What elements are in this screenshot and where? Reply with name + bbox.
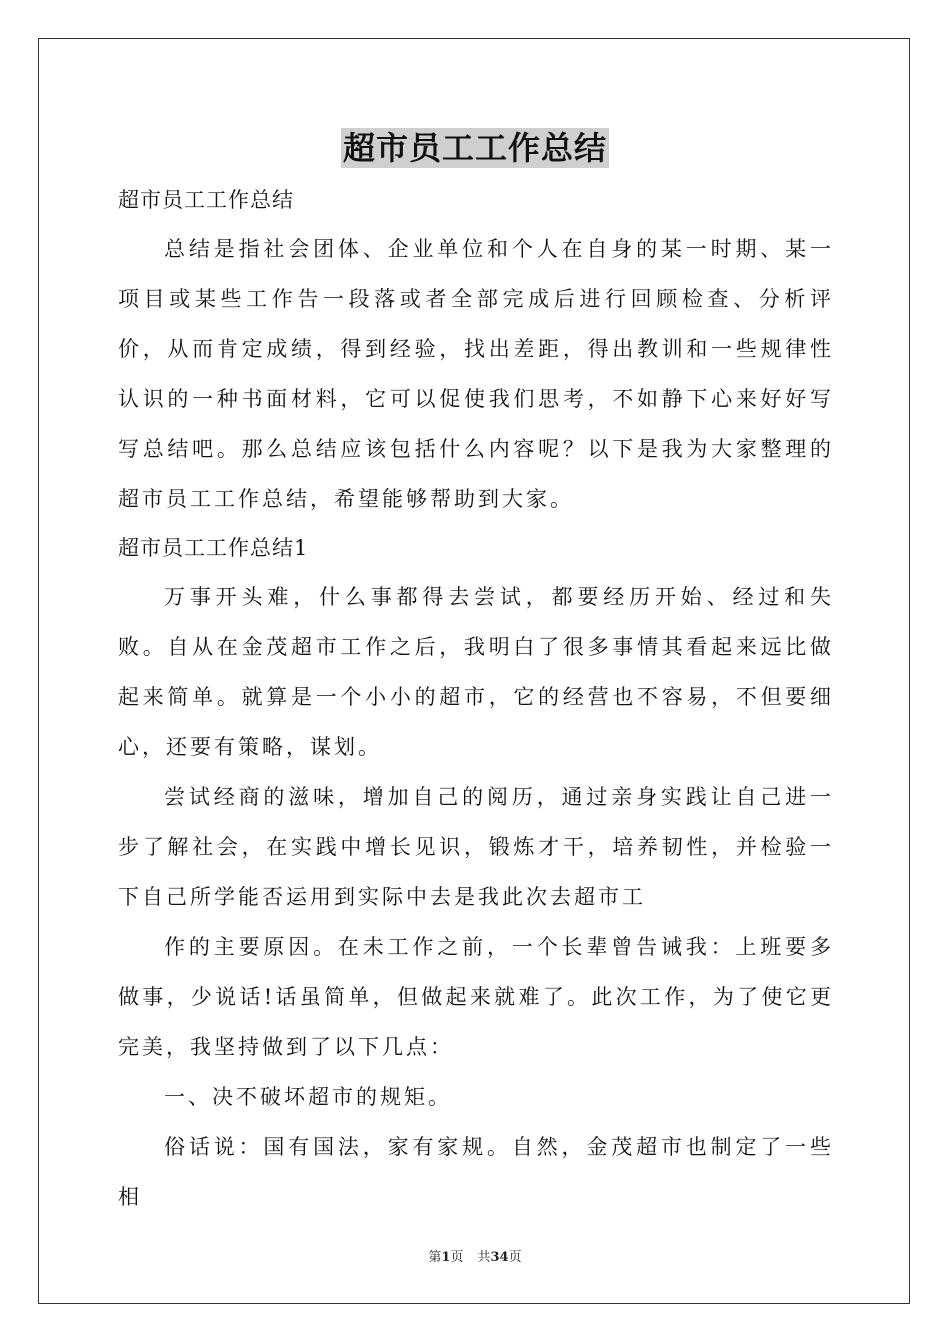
body-paragraph-4: 一、决不破坏超市的规矩。 xyxy=(164,1085,452,1109)
title-container xyxy=(0,128,950,168)
total-suffix: 页 xyxy=(508,1250,522,1265)
body-paragraph-1: 万事开头难，什么事都得去尝试，都要经历开始、经过和失败。自从在金茂超市工作之后，我明白了很多事情其看起来远比做起来简单。就算是一个小小的超市，它的经营也不容易，不但要细心，还要有策略，谋划。 xyxy=(118,585,834,759)
body-paragraph-2: 尝试经商的滋味，增加自己的阅历，通过亲身实践让自己进一步了解社会，在实践中增长见识，锻炼才干，培养韧性，并检验一下自己所学能否运用到实际中去是我此次去超市工 xyxy=(118,785,834,909)
total-prefix: 共 xyxy=(477,1250,491,1265)
page-prefix: 第 xyxy=(428,1250,442,1265)
intro-paragraph: 总结是指社会团体、企业单位和个人在自身的某一时期、某一项目或某些工作告一段落或者全部完成后进行回顾检查、分析评价，从而肯定成绩，得到经验，找出差距，得出教训和一些规律性认识的一种书面材料，它可以促使我们思考，不如静下心来好好写写总结吧。那么总结应该包括什么内容呢？以下是我为大家整理的超市员工工作总结，希望能够帮助到大家。 xyxy=(118,237,834,511)
total-pages: 34 xyxy=(490,1250,509,1265)
body-paragraph-3: 作的主要原因。在未工作之前，一个长辈曾告诫我：上班要多做事，少说话!话虽简单，但做起来就难了。此次工作，为了使它更完美，我坚持做到了以下几点： xyxy=(118,935,834,1059)
document-subtitle: 超市员工工作总结 xyxy=(118,188,294,212)
page-footer xyxy=(0,1246,950,1265)
page-number: 1 xyxy=(441,1250,451,1265)
page-suffix: 页 xyxy=(450,1250,464,1265)
document-title: 超市员工工作总结 xyxy=(342,129,607,167)
document-body xyxy=(118,176,834,1222)
section-heading: 超市员工工作总结1 xyxy=(118,536,309,560)
body-paragraph-5: 俗话说：国有国法，家有家规。自然，金茂超市也制定了一些相 xyxy=(118,1135,834,1209)
